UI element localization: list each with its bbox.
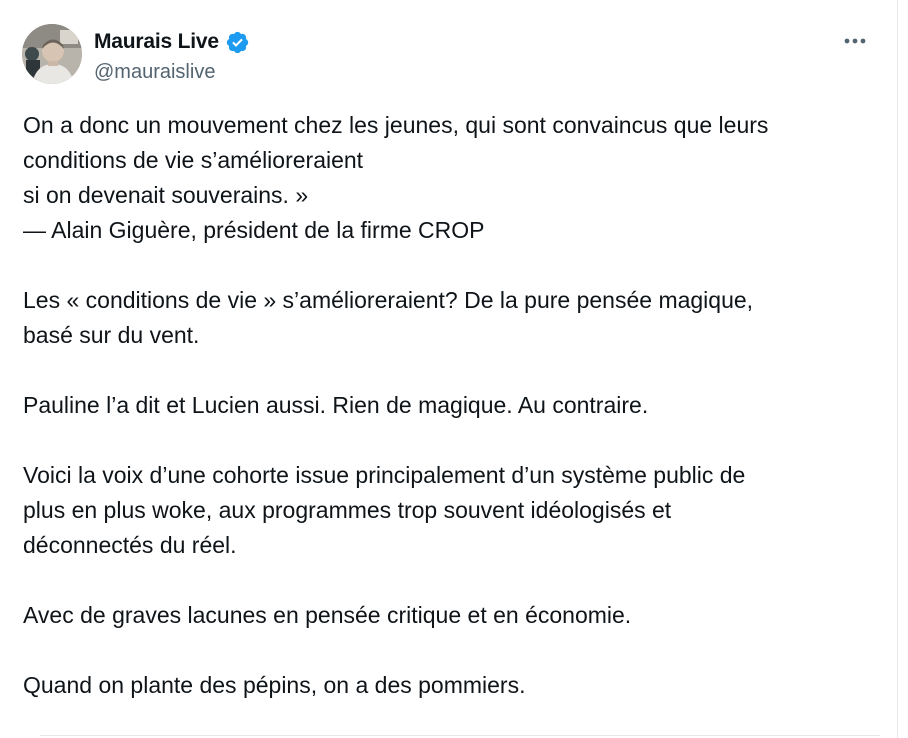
tweet-text: On a donc un mouvement chez les jeunes, qui sont convaincus que leurs conditions de vie s’amélioreraient si on devenait souverains. » — Alain Giguère, président de la firme CROP Les « conditions de vie » s’amélioreraient? De la pure pensée magique, basé sur du vent. Pauline l’a dit et Lucien aussi. Rien de magique. Au contraire. Voici la voix d’une cohorte issue principalement d’un système public de plus en plus woke, aux programmes trop souvent idéologisés et déconnectés du réel. Avec de graves lacunes en pensée critique et en économie. Quand on plante des pépins, on a des pommiers. — [23, 112, 769, 698]
divider — [40, 735, 880, 736]
avatar[interactable] — [22, 24, 82, 84]
author-identity — [94, 29, 250, 84]
tweet-header — [22, 24, 250, 84]
author-handle[interactable]: @mauraislive — [94, 61, 216, 83]
author-display-name[interactable]: Maurais Live — [94, 30, 219, 53]
verified-badge-icon[interactable] — [225, 30, 250, 55]
more-dots-icon[interactable] — [842, 34, 870, 48]
name-row — [94, 29, 250, 55]
